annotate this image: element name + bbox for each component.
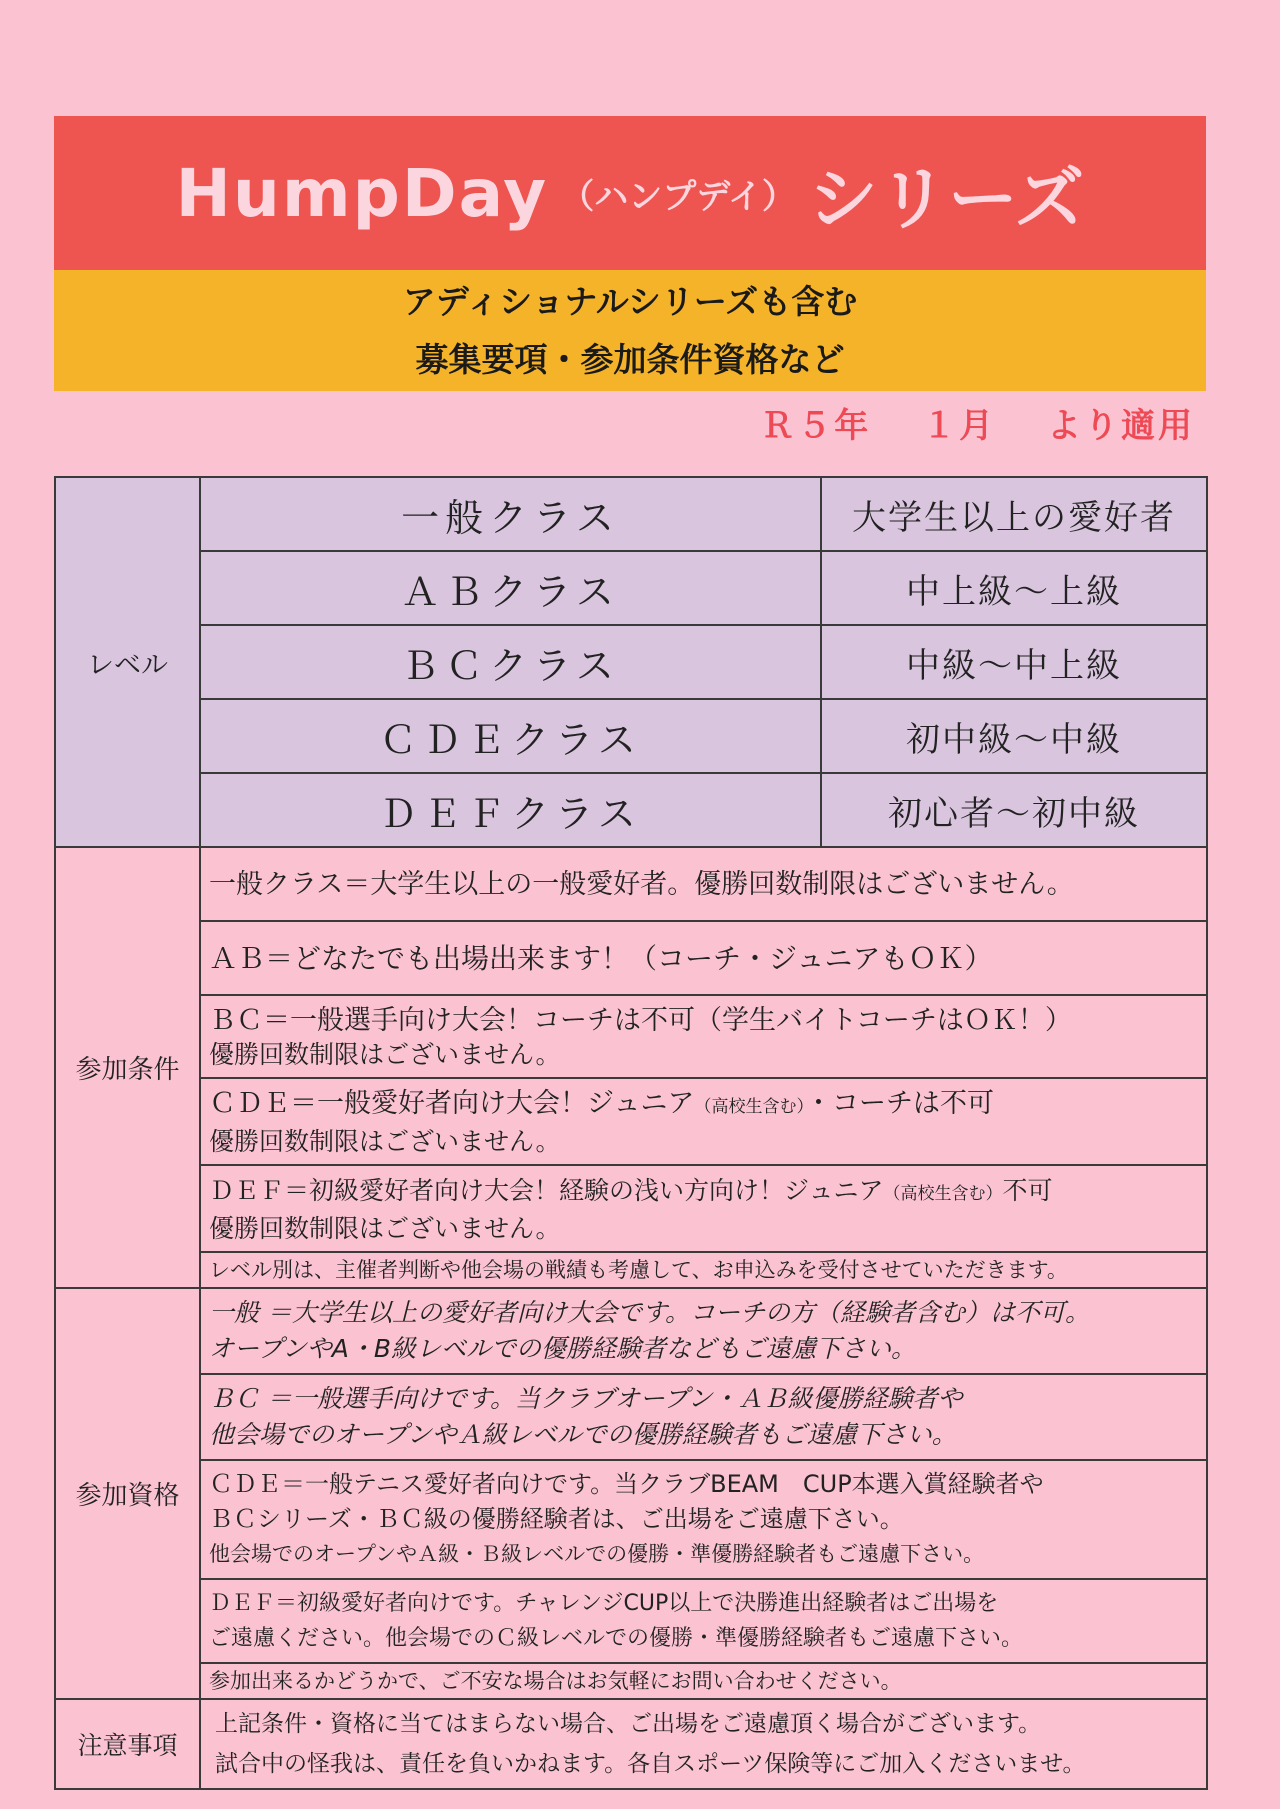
condition-ab: ＡＢ＝どなたでも出場出来ます！（コーチ・ジュニアもＯＫ） [200,921,1207,995]
condition-def-line-1a: ＤＥＦ＝初級愛好者向け大会！経験の浅い方向け！ジュニア [209,1176,884,1205]
conditions-label: 参加条件 [55,847,200,1288]
level-row [55,477,1207,551]
qualification-general [200,1288,1207,1374]
condition-cde [200,1078,1207,1165]
effective-text: より適用 [1047,406,1195,446]
qualification-cde-line-1: ＣＤＥ＝一般テニス愛好者向けです。当クラブBEAM CUP本選入賞経験者や [209,1470,1044,1498]
qualifications-row [55,1288,1207,1374]
level-value: 中級～中上級 [821,625,1207,699]
conditions-row [55,1165,1207,1252]
subtitle-line-1: アディショナルシリーズも含む [402,281,858,321]
title-banner [54,116,1206,270]
level-value: 初心者～初中級 [821,773,1207,847]
qualification-def-line-1: ＤＥＦ＝初級愛好者向けです。チャレンジCUP以上で決勝進出経験者はご出場を [209,1591,999,1616]
condition-bc-line-2: 優勝回数制限はございません。 [209,1040,561,1069]
subtitle-banner [54,270,1206,391]
condition-general: 一般クラス＝大学生以上の一般愛好者。優勝回数制限はございません。 [200,847,1207,921]
level-row [55,773,1207,847]
level-value: 初中級～中級 [821,699,1207,773]
condition-bc [200,995,1207,1078]
title-kana: （ハンプデイ） [560,176,796,217]
qualifications-row [55,1374,1207,1460]
condition-def-line-1c: 不可 [1002,1176,1053,1205]
qualification-def-line-2: ご遠慮ください。他会場でのＣ級レベルでの優勝・準優勝経験者もご遠慮下さい。 [209,1626,1024,1651]
notes-content [200,1699,1207,1789]
qualification-def [200,1579,1207,1663]
condition-def-line-2: 優勝回数制限はございません。 [209,1214,561,1243]
level-row [55,699,1207,773]
notes-label: 注意事項 [55,1699,200,1789]
level-row [55,551,1207,625]
level-value: 中上級～上級 [821,551,1207,625]
notes-line-2: 試合中の怪我は、責任を負いかねます。各自スポーツ保険等にご加入くださいませ。 [215,1751,1086,1777]
condition-note: レベル別は、主催者判断や他会場の戦績も考慮して、お申込みを受付させていただきます。 [200,1252,1207,1288]
level-class: ＤＥＦクラス [200,773,821,847]
qualification-general-line-1: 一般 ＝大学生以上の愛好者向け大会です。コーチの方（経験者含む）は不可。 [209,1298,1090,1327]
condition-cde-line-2: 優勝回数制限はございません。 [209,1127,561,1156]
subtitle-line-2: 募集要項・参加条件資格など [415,339,845,379]
conditions-row [55,995,1207,1078]
notes-row [55,1699,1207,1789]
condition-bc-line-1: ＢＣ＝一般選手向け大会！コーチは不可（学生バイトコーチはＯＫ！） [209,1005,1072,1036]
qualification-cde-line-3: 他会場でのオープンやＡ級・Ｂ級レベルでの優勝・準優勝経験者もご遠慮下さい。 [209,1542,985,1566]
conditions-row [55,1252,1207,1288]
qualification-bc [200,1374,1207,1460]
title-day: Day [401,154,549,232]
level-class: ＡＢクラス [200,551,821,625]
notes-line-1: 上記条件・資格に当てはまらない場合、ご出場をご遠慮頂く場合がございます。 [215,1711,1042,1737]
qualification-cde-line-2: ＢＣシリーズ・ＢＣ級の優勝経験者は、ご出場をご遠慮下さい。 [209,1505,904,1533]
level-label: レベル [55,477,200,847]
title-hump: Hump [175,154,402,232]
qualification-note: 参加出来るかどうかで、ご不安な場合はお気軽にお問い合わせください。 [200,1663,1207,1699]
condition-def [200,1165,1207,1252]
qualifications-row [55,1663,1207,1699]
condition-cde-line-1b: （高校生含む） [694,1097,805,1117]
qualification-general-line-2: オープンやA・B級レベルでの優勝経験者などもご遠慮下さい。 [209,1334,917,1363]
qualifications-row [55,1460,1207,1579]
level-class: ＢＣクラス [200,625,821,699]
level-class: ＣＤＥクラス [200,699,821,773]
qualifications-row [55,1579,1207,1663]
effective-year: Ｒ５年 [760,406,872,446]
qualification-bc-line-2: 他会場でのオープンやＡ級レベルでの優勝経験者もご遠慮下さい。 [209,1420,957,1449]
level-row [55,625,1207,699]
qualification-cde [200,1460,1207,1579]
conditions-row [55,921,1207,995]
effective-month: １月 [922,406,997,446]
rules-table [54,476,1208,1790]
qualifications-label: 参加資格 [55,1288,200,1699]
level-value: 大学生以上の愛好者 [821,477,1207,551]
title-series: シリーズ [807,157,1085,240]
effective-date [760,398,1195,447]
level-class: 一般クラス [200,477,821,551]
conditions-row [55,847,1207,921]
qualification-bc-line-1: ＢＣ ＝一般選手向けです。当クラブオープン・ＡＢ級優勝経験者や [209,1384,963,1413]
condition-def-line-1b: （高校生含む） [883,1184,1003,1204]
conditions-row [55,1078,1207,1165]
condition-cde-line-1c: ・コーチは不可 [804,1088,994,1119]
condition-cde-line-1a: ＣＤＥ＝一般愛好者向け大会！ジュニア [209,1088,695,1119]
